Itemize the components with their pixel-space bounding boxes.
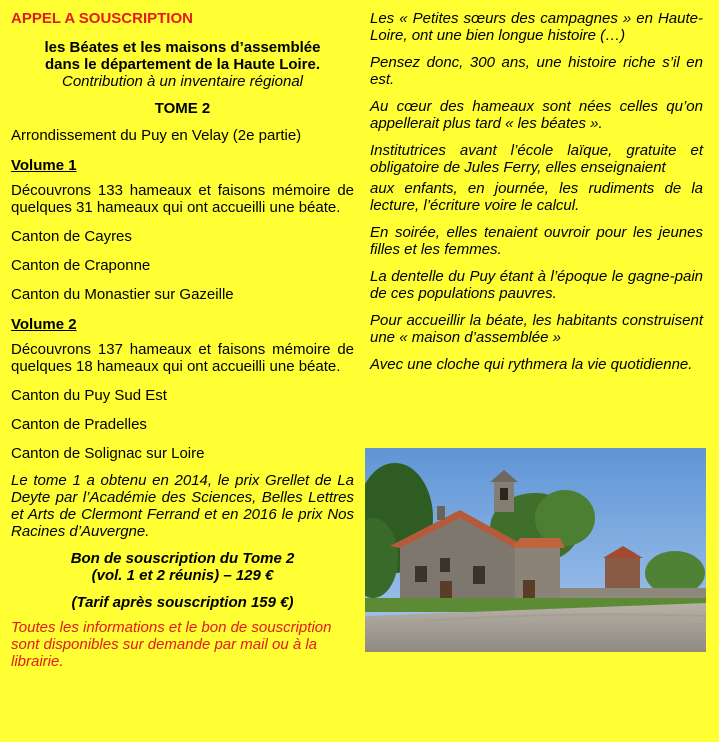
volume-2-canton: Canton de Solignac sur Loire: [11, 445, 205, 462]
info-text: Toutes les informations et le bon de souscription sont disponibles sur demande par mail ou à la librairie.: [11, 619, 332, 670]
story-paragraph: Pensez donc, 300 ans, une histoire riche s’il en est.: [370, 54, 703, 88]
right-column: [370, 10, 703, 383]
house-illustration: [365, 448, 706, 652]
volume-1-canton: Canton du Monastier sur Gazeille: [11, 286, 234, 303]
volume-2-canton: Canton du Puy Sud Est: [11, 387, 167, 404]
story-paragraph: Institutrices avant l’école laïque, gratuite et obligatoire de Jules Ferry, elles enseignaient: [370, 142, 703, 176]
story-paragraph: Pour accueillir la béate, les habitants construisent une « maison d’assemblée »: [370, 312, 703, 346]
stone-house-photo: [365, 448, 706, 652]
bon-line-1: Bon de souscription du Tome 2: [70, 550, 295, 567]
left-column: [11, 10, 354, 670]
appeal-title: APPEL A SOUSCRIPTION: [11, 10, 193, 27]
arrondissement: Arrondissement du Puy en Velay (2e partie): [11, 127, 302, 144]
volume-1-canton: Canton de Cayres: [11, 228, 132, 245]
volume-2-intro: Découvrons 137 hameaux et faisons mémoire de quelques 18 hameaux qui ont accueilli une béate.: [11, 341, 354, 375]
story-paragraph: La dentelle du Puy étant à l’époque le gagne-pain de ces populations pauvres.: [370, 268, 703, 302]
story-paragraph: Avec une cloche qui rythmera la vie quotidienne.: [370, 356, 693, 373]
volume-2-heading: Volume 2: [11, 316, 77, 333]
tarif-text: (Tarif après souscription 159 €): [71, 594, 294, 611]
story-paragraph: En soirée, elles tenaient ouvroir pour les jeunes filles et les femmes.: [370, 224, 703, 258]
story-paragraph: aux enfants, en journée, les rudiments de la lecture, l’écriture voire le calcul.: [370, 180, 703, 214]
tome-heading: TOME 2: [154, 100, 211, 117]
subtitle-line-3: Contribution à un inventaire régional: [62, 73, 303, 90]
subtitle-line-1: les Béates et les maisons d’assemblée: [44, 39, 321, 56]
bon-line-2: (vol. 1 et 2 réunis) – 129 €: [91, 567, 274, 584]
subtitle-line-2: dans le département de la Haute Loire.: [44, 56, 321, 73]
volume-1-heading: Volume 1: [11, 157, 77, 174]
volume-2-canton: Canton de Pradelles: [11, 416, 147, 433]
story-paragraph: Au cœur des hameaux sont nées celles qu’on appellerait plus tard « les béates ».: [370, 98, 703, 132]
prize-text: Le tome 1 a obtenu en 2014, le prix Grellet de La Deyte par l’Académie des Sciences, Belles Lettres et Arts de Clermont Ferrand et en 2016 le prix Nos Racines d’Auvergne.: [11, 472, 354, 540]
story-paragraph: Les « Petites sœurs des campagnes » en Haute-Loire, ont une bien longue histoire (…): [370, 10, 703, 44]
volume-1-intro: Découvrons 133 hameaux et faisons mémoire de quelques 31 hameaux qui ont accueilli une béate.: [11, 182, 354, 216]
volume-1-canton: Canton de Craponne: [11, 257, 151, 274]
